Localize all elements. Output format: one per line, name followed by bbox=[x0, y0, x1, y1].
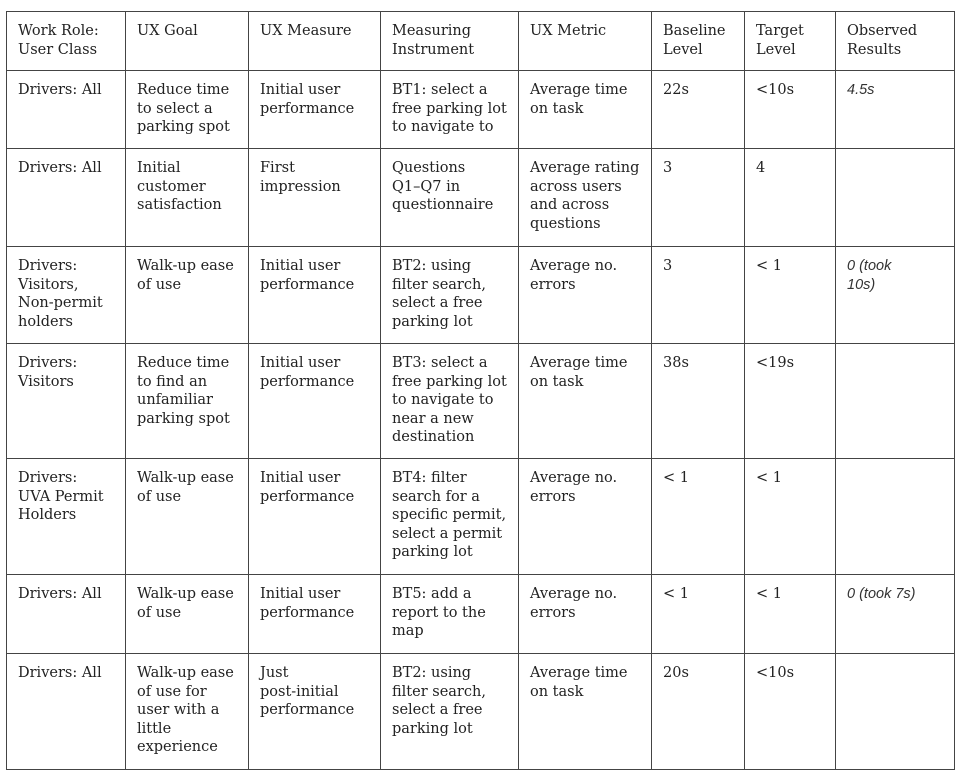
cell-ux-measure: First impression bbox=[249, 149, 381, 247]
cell-work-role: Drivers: All bbox=[7, 71, 126, 149]
cell-ux-measure: Initial user performance bbox=[249, 344, 381, 459]
cell-target: <10s bbox=[745, 71, 836, 149]
cell-ux-goal: Reduce time to select a parking spot bbox=[126, 71, 249, 149]
cell-observed: 0 (took 10s) bbox=[836, 247, 955, 344]
cell-work-role: Drivers: All bbox=[7, 575, 126, 654]
cell-metric: Average time on task bbox=[519, 71, 652, 149]
cell-observed bbox=[836, 149, 955, 247]
table-row bbox=[7, 459, 955, 575]
table-row bbox=[7, 71, 955, 149]
header-observed-results: Observed Results bbox=[836, 12, 955, 71]
cell-ux-goal: Walk-up ease of use bbox=[126, 575, 249, 654]
cell-baseline: 3 bbox=[652, 247, 745, 344]
header-work-role: Work Role: User Class bbox=[7, 12, 126, 71]
cell-work-role: Drivers: Visitors bbox=[7, 344, 126, 459]
cell-target: < 1 bbox=[745, 247, 836, 344]
cell-target: <19s bbox=[745, 344, 836, 459]
cell-baseline: < 1 bbox=[652, 575, 745, 654]
cell-instrument: Questions Q1–Q7 in questionnaire bbox=[381, 149, 519, 247]
cell-observed bbox=[836, 654, 955, 770]
cell-metric: Average time on task bbox=[519, 344, 652, 459]
cell-ux-measure: Initial user performance bbox=[249, 459, 381, 575]
cell-work-role: Drivers: Visitors, Non-permit holders bbox=[7, 247, 126, 344]
cell-ux-measure: Initial user performance bbox=[249, 71, 381, 149]
cell-ux-measure: Initial user performance bbox=[249, 247, 381, 344]
cell-work-role: Drivers: All bbox=[7, 149, 126, 247]
cell-instrument: BT1: select a free parking lot to navigate to bbox=[381, 71, 519, 149]
cell-target: < 1 bbox=[745, 459, 836, 575]
cell-metric: Average rating across users and across questions bbox=[519, 149, 652, 247]
header-target-level: Target Level bbox=[745, 12, 836, 71]
header-ux-metric: UX Metric bbox=[519, 12, 652, 71]
table-row bbox=[7, 654, 955, 770]
table-row bbox=[7, 247, 955, 344]
cell-ux-goal: Walk-up ease of use bbox=[126, 247, 249, 344]
cell-ux-goal: Walk-up ease of use for user with a little experience bbox=[126, 654, 249, 770]
cell-instrument: BT2: using filter search, select a free parking lot bbox=[381, 247, 519, 344]
cell-baseline: 22s bbox=[652, 71, 745, 149]
header-measuring-instrument: Measuring Instrument bbox=[381, 12, 519, 71]
header-row bbox=[7, 12, 955, 71]
cell-ux-goal: Reduce time to find an unfamiliar parking spot bbox=[126, 344, 249, 459]
cell-observed bbox=[836, 459, 955, 575]
ux-targets-table bbox=[6, 11, 955, 770]
cell-instrument: BT5: add a report to the map bbox=[381, 575, 519, 654]
cell-observed: 0 (took 7s) bbox=[836, 575, 955, 654]
cell-ux-goal: Initial customer satisfaction bbox=[126, 149, 249, 247]
cell-instrument: BT2: using filter search, select a free parking lot bbox=[381, 654, 519, 770]
cell-target: <10s bbox=[745, 654, 836, 770]
cell-baseline: < 1 bbox=[652, 459, 745, 575]
table-row bbox=[7, 575, 955, 654]
table-row bbox=[7, 344, 955, 459]
cell-baseline: 20s bbox=[652, 654, 745, 770]
cell-metric: Average no. errors bbox=[519, 575, 652, 654]
header-baseline-level: Baseline Level bbox=[652, 12, 745, 71]
cell-metric: Average no. errors bbox=[519, 247, 652, 344]
cell-baseline: 3 bbox=[652, 149, 745, 247]
cell-work-role: Drivers: All bbox=[7, 654, 126, 770]
cell-instrument: BT3: select a free parking lot to navigate to near a new destination bbox=[381, 344, 519, 459]
cell-target: < 1 bbox=[745, 575, 836, 654]
cell-observed: 4.5s bbox=[836, 71, 955, 149]
cell-ux-goal: Walk-up ease of use bbox=[126, 459, 249, 575]
cell-work-role: Drivers: UVA Permit Holders bbox=[7, 459, 126, 575]
cell-metric: Average time on task bbox=[519, 654, 652, 770]
cell-instrument: BT4: filter search for a specific permit, select a permit parking lot bbox=[381, 459, 519, 575]
table-row bbox=[7, 149, 955, 247]
header-ux-measure: UX Measure bbox=[249, 12, 381, 71]
cell-observed bbox=[836, 344, 955, 459]
cell-ux-measure: Just post-initial performance bbox=[249, 654, 381, 770]
cell-target: 4 bbox=[745, 149, 836, 247]
header-ux-goal: UX Goal bbox=[126, 12, 249, 71]
cell-ux-measure: Initial user performance bbox=[249, 575, 381, 654]
cell-baseline: 38s bbox=[652, 344, 745, 459]
cell-metric: Average no. errors bbox=[519, 459, 652, 575]
